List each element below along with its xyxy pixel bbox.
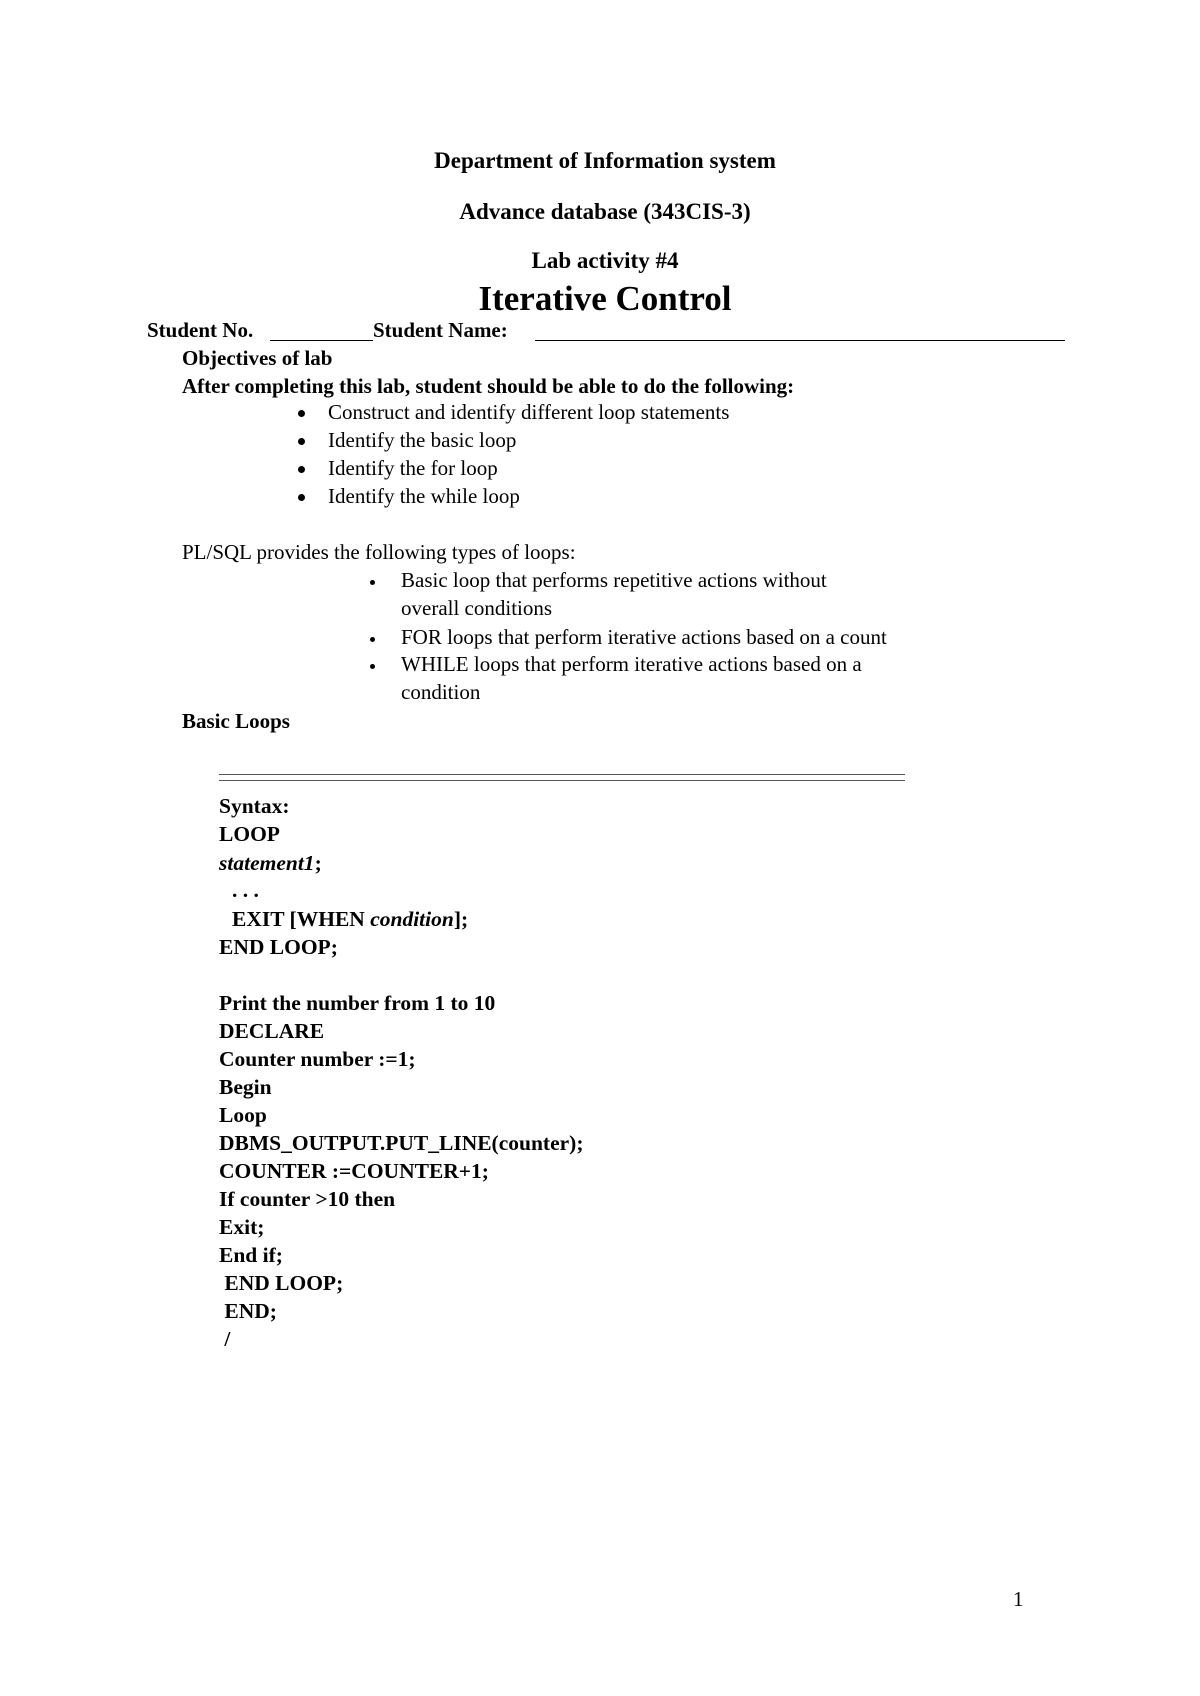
- code-line: [232, 907, 468, 932]
- student-number-label: Student No.: [147, 318, 254, 342]
- code-placeholder: statement1: [219, 851, 315, 875]
- code-line: End if;: [219, 1243, 283, 1267]
- basic-loops-heading: Basic Loops: [182, 709, 290, 733]
- code-line: END LOOP;: [219, 1271, 344, 1295]
- list-item: WHILE loops that perform iterative actions based on a: [401, 652, 862, 676]
- objectives-intro: After completing this lab, student should be able to do the following:: [182, 374, 795, 398]
- divider: [219, 780, 905, 781]
- list-item: Construct and identify different loop statements: [328, 400, 730, 424]
- list-item-continuation: condition: [401, 680, 481, 704]
- syntax-label: Syntax:: [219, 794, 290, 818]
- code-line: [219, 851, 322, 876]
- bullet-icon: [298, 438, 305, 445]
- code-line: Exit;: [219, 1215, 265, 1239]
- code-line: END;: [219, 1299, 277, 1323]
- objectives-heading: Objectives of lab: [182, 346, 333, 370]
- list-item: Identify the basic loop: [328, 428, 517, 452]
- student-name-label: Student Name:: [373, 318, 508, 342]
- bullet-icon: [298, 410, 305, 417]
- loops-intro: PL/SQL provides the following types of loops:: [182, 540, 576, 564]
- code-line: Print the number from 1 to 10: [219, 991, 496, 1015]
- department-heading: Department of Information system: [434, 148, 776, 173]
- student-number-blank[interactable]: [270, 340, 373, 341]
- page-title: Iterative Control: [478, 279, 732, 318]
- code-line: END LOOP;: [219, 935, 338, 959]
- student-name-blank[interactable]: [535, 340, 1065, 341]
- code-line: DECLARE: [219, 1019, 325, 1043]
- code-line: Counter number :=1;: [219, 1047, 416, 1071]
- bullet-icon: [298, 494, 305, 501]
- list-item: FOR loops that perform iterative actions based on a count: [401, 625, 887, 649]
- bullet-icon: [370, 580, 375, 585]
- bullet-icon: [370, 637, 375, 642]
- page-number: 1: [1013, 1587, 1024, 1611]
- code-line: Begin: [219, 1075, 272, 1099]
- code-line: COUNTER :=COUNTER+1;: [219, 1159, 489, 1183]
- divider: [219, 774, 905, 775]
- code-punct: ;: [314, 851, 322, 875]
- code-line: DBMS_OUTPUT.PUT_LINE(counter);: [219, 1131, 584, 1155]
- list-item: Identify the for loop: [328, 456, 498, 480]
- list-item-continuation: overall conditions: [401, 596, 553, 620]
- list-item: Identify the while loop: [328, 484, 520, 508]
- code-placeholder: condition: [370, 907, 454, 931]
- bullet-icon: [370, 664, 375, 669]
- code-line: LOOP: [219, 822, 280, 846]
- list-item: Basic loop that performs repetitive actions without: [401, 568, 827, 592]
- lab-heading: Lab activity #4: [531, 248, 679, 273]
- code-line: /: [219, 1327, 231, 1351]
- code-line: . . .: [232, 878, 259, 902]
- code-line: Loop: [219, 1103, 267, 1127]
- code-line: If counter >10 then: [219, 1187, 396, 1211]
- code-text: ];: [453, 907, 469, 931]
- bullet-icon: [298, 466, 305, 473]
- course-heading: Advance database (343CIS-3): [459, 199, 751, 224]
- code-text: EXIT [WHEN: [232, 907, 371, 931]
